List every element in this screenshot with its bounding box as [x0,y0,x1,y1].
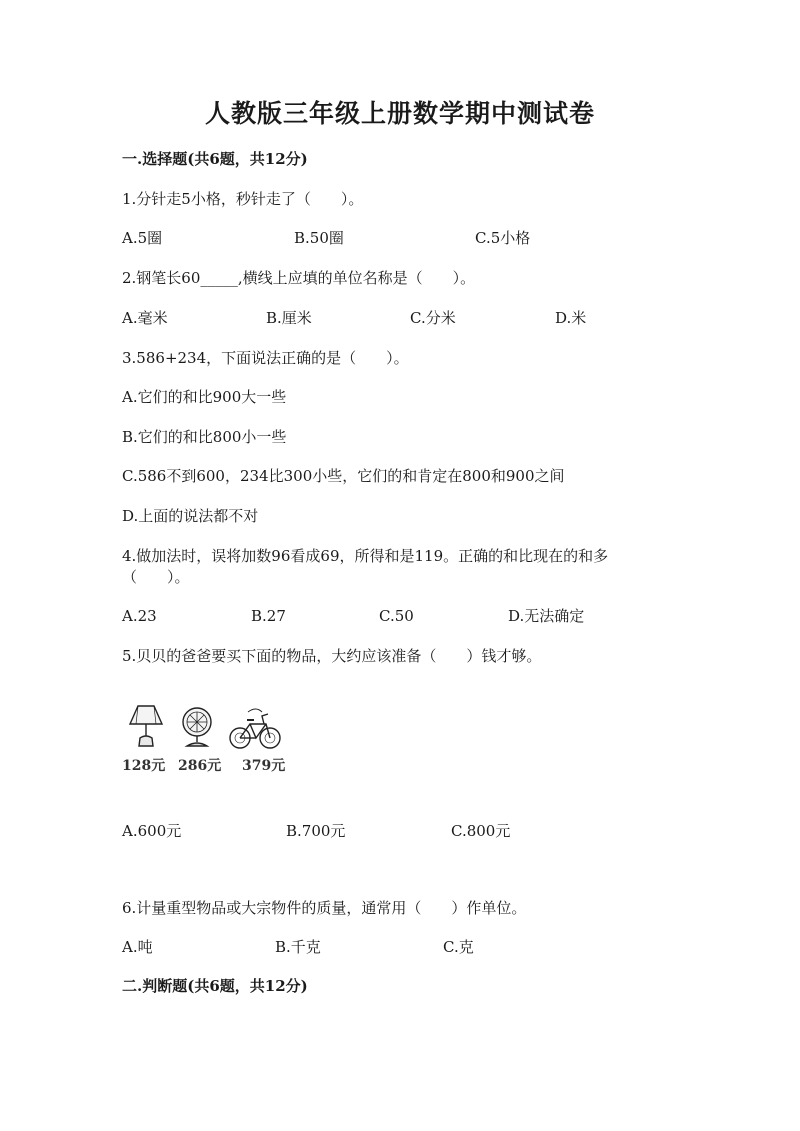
q1-option-c: C.5小格 [475,229,531,247]
question-4-stem: 4.做加法时，误将加数96看成69，所得和是119。正确的和比现在的和多 [122,547,609,565]
q1-option-b: B.50圈 [294,229,344,247]
question-3-stem: 3.586+234，下面说法正确的是（ ）。 [122,349,409,367]
lamp-icon [130,706,162,746]
q2-option-b: B.厘米 [266,309,312,327]
q4-option-b: B.27 [251,607,286,625]
shopping-items-illustration [122,700,292,756]
q2-option-a: A.毫米 [122,309,168,327]
q2-option-d: D.米 [555,309,587,327]
q3-option-b: B.它们的和比800小一些 [122,428,287,446]
price-fan: 286元 [178,758,222,774]
q3-option-c: C.586不到600，234比300小些，它们的和肯定在800和900之间 [122,467,565,485]
question-6-stem: 6.计量重型物品或大宗物件的质量，通常用（ ）作单位。 [122,899,527,917]
fan-icon [183,708,211,746]
section-heading-judgment: 二.判断题(共6题，共12分) [122,977,308,995]
q3-option-a: A.它们的和比900大一些 [122,388,287,406]
price-lamp: 128元 [122,758,166,774]
q6-option-b: B.千克 [275,938,321,956]
question-1-stem: 1.分针走5小格，秒针走了（ ）。 [122,190,364,208]
question-5-stem: 5.贝贝的爸爸要买下面的物品，大约应该准备（ ）钱才够。 [122,647,542,665]
price-bicycle: 379元 [242,758,286,774]
q4-option-c: C.50 [379,607,414,625]
section-heading-choice: 一.选择题(共6题，共12分) [122,150,308,168]
q3-option-d: D.上面的说法都不对 [122,507,259,525]
q4-option-d: D.无法确定 [508,607,585,625]
q5-option-b: B.700元 [286,822,346,840]
question-4-stem-cont: （ ）。 [122,568,190,586]
q5-option-a: A.600元 [122,822,182,840]
bicycle-icon [230,709,280,748]
question-2-stem: 2.钢笔长60_____,横线上应填的单位名称是（ ）。 [122,269,476,287]
q4-option-a: A.23 [122,607,157,625]
q6-option-a: A.吨 [122,938,153,956]
q5-option-c: C.800元 [451,822,511,840]
q6-option-c: C.克 [443,938,474,956]
page-title: 人教版三年级上册数学期中测试卷 [204,99,595,128]
q1-option-a: A.5圈 [122,229,163,247]
q2-option-c: C.分米 [410,309,456,327]
